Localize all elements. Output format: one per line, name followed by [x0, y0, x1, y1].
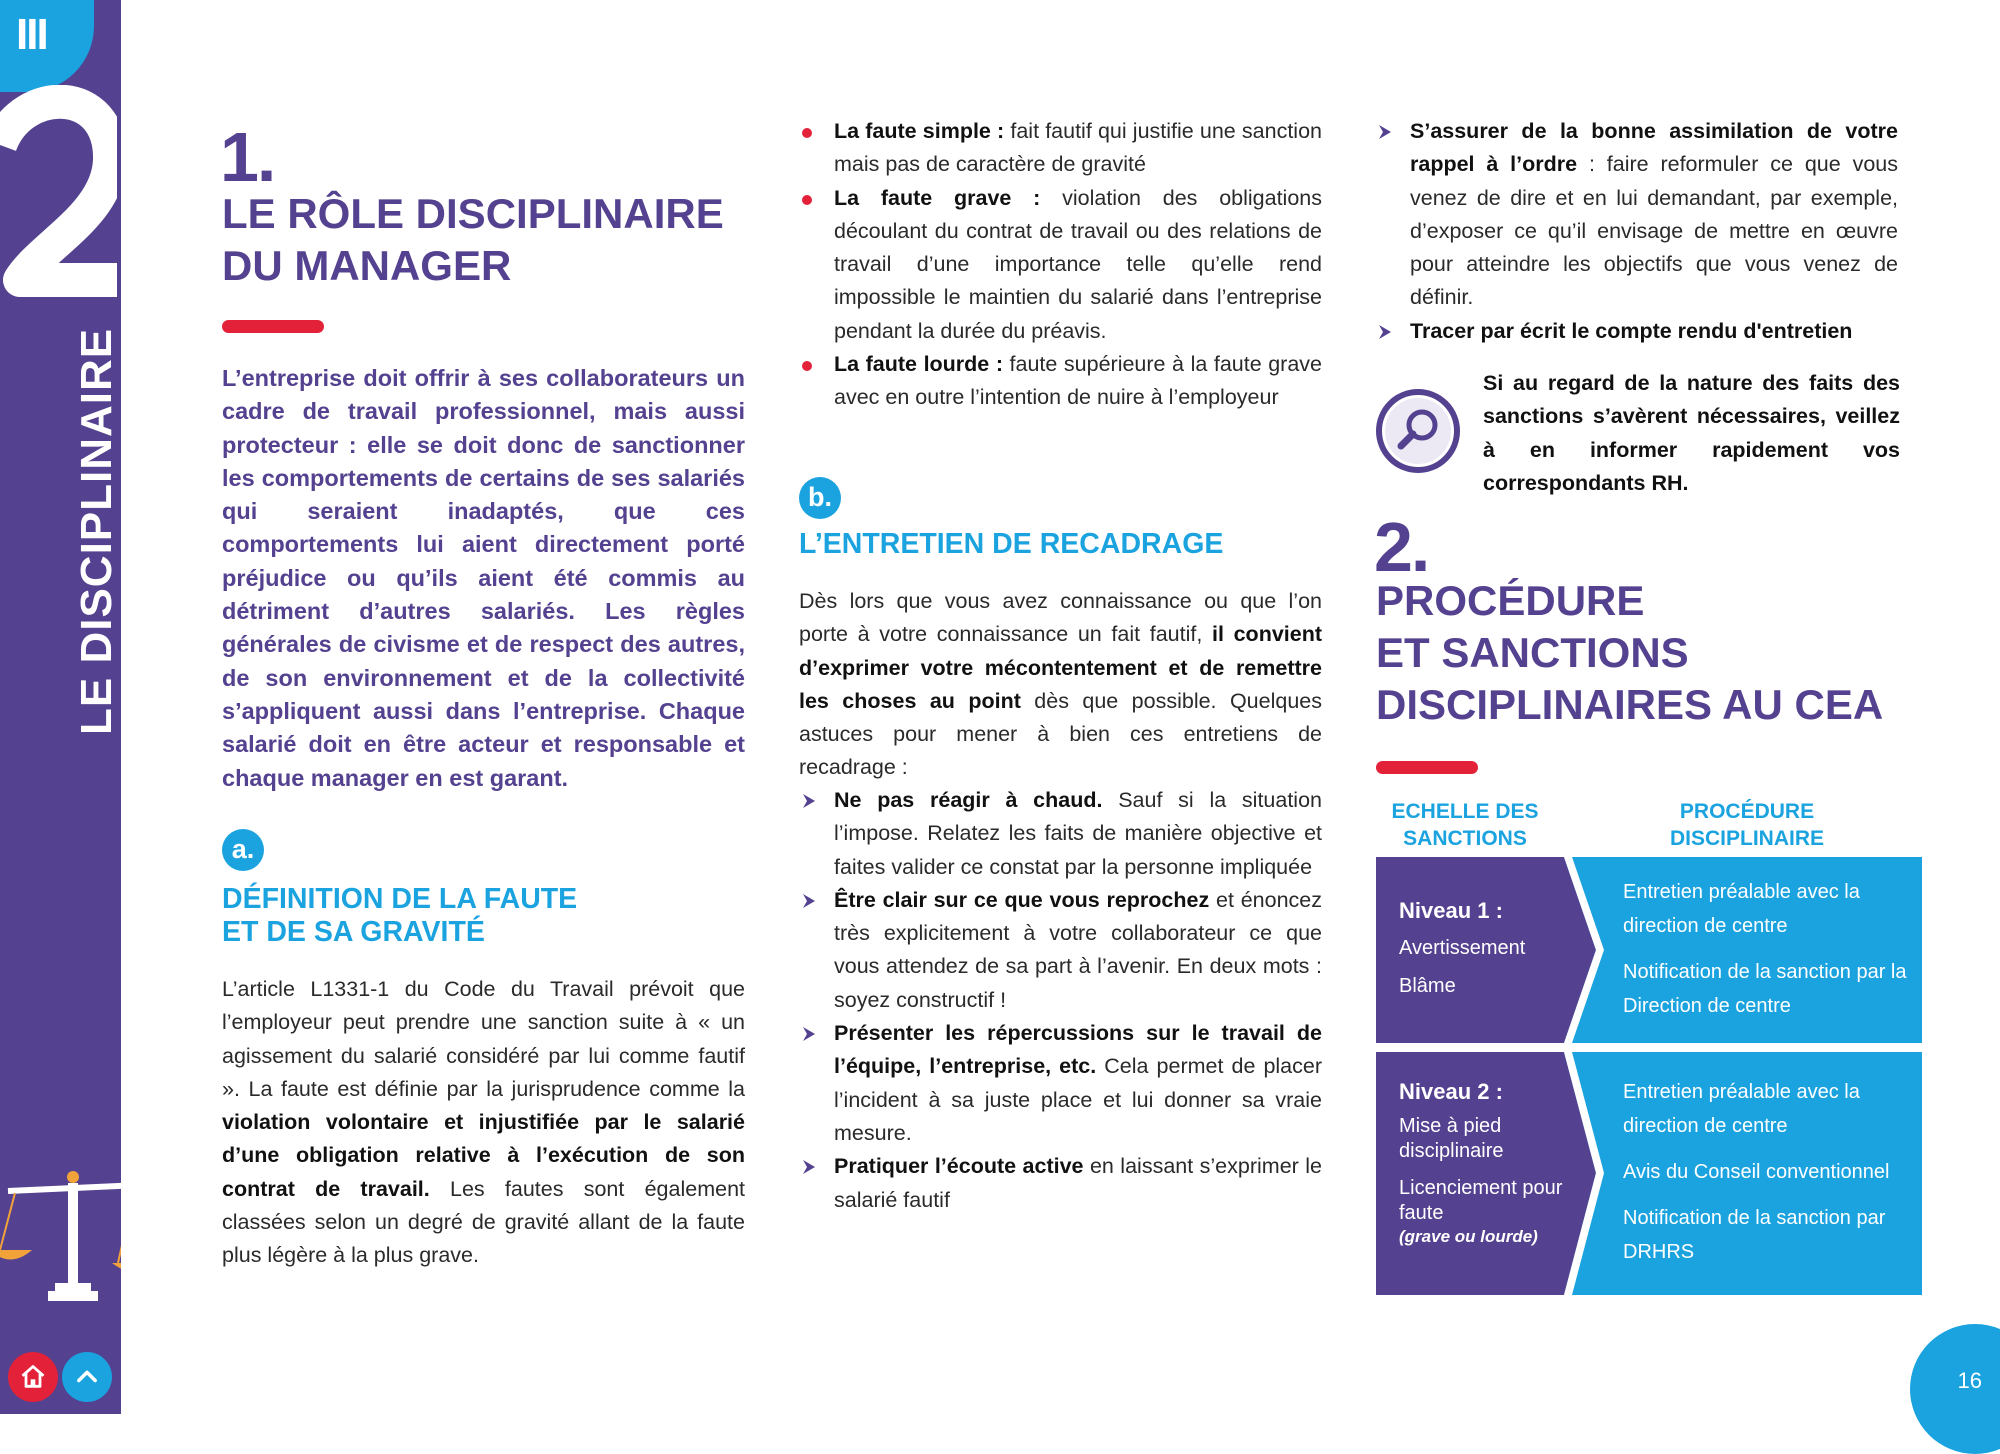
list-item: Pratiquer l’écoute active en laissant s’exprimer le salarié fautif: [800, 1150, 1322, 1217]
section-2-number: 2.: [1374, 508, 1429, 586]
level-1-title: Niveau 1 :: [1399, 898, 1503, 923]
chapter-title: LE DISCIPLINAIRE: [72, 327, 121, 735]
hr-callout: Si au regard de la nature des faits des sanctions s’avèrent nécessaires, veillez à en informer rapidement vos correspondants RH.: [1483, 371, 1900, 495]
list-item: La faute simple : fait fautif qui justifie une sanction mais pas de caractère de gravité: [800, 115, 1322, 182]
part-tab: [0, 0, 94, 92]
section-1-intro: L’entreprise doit offrir à ses collaborateurs un cadre de travail professionnel, mais aussi protecteur : elle se doit donc de sanctionner les comportements de certains de ses salariés qui seraient inadaptés, que ces comportements lui aient directement porté préjudice ou qu’ils aient été commis au détriment d’autres salariés. Les règles générales de civisme et de respect des autres, de son environnement et de la collectivité s’appliquent aussi dans l’entreprise. Chaque salarié doit en être acteur et responsable et chaque manager en est garant.: [222, 365, 745, 791]
level-2-sanctions: Niveau 2 : Mise à pied disciplinaire Licenciement pour faute (grave ou lourde): [1399, 1079, 1563, 1246]
list-item: La faute lourde : faute supérieure à la faute grave avec en outre l’intention de nuire à l’employeur: [800, 348, 1322, 415]
subsection-a-title: DÉFINITION DE LA FAUTE ET DE SA GRAVITÉ: [222, 883, 578, 948]
page-number: 16: [1957, 1368, 1982, 1393]
section-1-number: 1.: [220, 118, 275, 196]
level-2-title: Niveau 2 :: [1399, 1079, 1503, 1104]
recadrage-tips-list: [800, 784, 1322, 1217]
subsection-b-intro: Dès lors que vous avez connaissance ou que l’on porte à votre connaissance un fait fautif, il convient d’exprimer votre mécontentement et de remettre les choses au point dès que possible. Quelques astuces pour mener à bien ces entretiens de recadrage :: [799, 589, 1323, 780]
chevron-right-icon: [800, 1025, 818, 1043]
section-1-title: LE RÔLE DISCIPLINAIRE DU MANAGER: [222, 190, 724, 289]
list-item: Ne pas réagir à chaud. Sauf si la situation l’impose. Relatez les faits de manière objective et faites valider ce constat par la personne impliquée: [800, 784, 1322, 884]
home-icon: [19, 1363, 47, 1391]
chevron-right-icon: [1376, 123, 1394, 141]
home-button[interactable]: [8, 1352, 58, 1402]
chevron-right-icon: [1376, 323, 1394, 341]
procedure-header: PROCÉDURE DISCIPLINAIRE: [1669, 800, 1824, 850]
section-2-divider: [1376, 761, 1478, 774]
magnifier-icon: [1375, 388, 1461, 474]
page-number-badge: [1910, 1324, 2000, 1454]
chevron-right-icon: [800, 792, 818, 810]
list-item: S’assurer de la bonne assimilation de votre rappel à l’ordre : faire reformuler ce que vous venez de dire et en lui demandant, par exemple, d’exposer ce qu’il envisage de mettre en œuvre pour atteindre les objectifs que vous venez de définir.: [1376, 115, 1898, 315]
list-item: La faute grave : violation des obligations découlant du contrat de travail ou des relations de travail d’une importance telle qu’elle rend impossible le maintien du salarié dans l’entreprise pendant la durée du préavis.: [800, 182, 1322, 348]
level-1-procedure: Entretien préalable avec la direction de centre Notification de la sanction par la Direction de centre: [1623, 881, 1907, 1017]
level-2-procedure: Entretien préalable avec la direction de centre Avis du Conseil conventionnel Notification de la sanction par DRHRS: [1623, 1081, 1890, 1263]
subsection-a-badge: a.: [222, 829, 264, 871]
chapter-number-graphic: [0, 85, 117, 315]
sanctions-scale-header: ECHELLE DES SANCTIONS: [1391, 800, 1539, 850]
subsection-b-title: L’ENTRETIEN DE RECADRAGE: [799, 528, 1224, 560]
subsection-b-badge: b.: [799, 477, 841, 519]
chapter-sidebar: [0, 0, 121, 1414]
chevron-right-icon: [800, 1158, 818, 1176]
level-1-sanctions: Niveau 1 : Avertissement Blâme: [1399, 898, 1579, 999]
chevron-up-icon: [73, 1363, 101, 1391]
scroll-up-button[interactable]: [62, 1352, 112, 1402]
subsection-a-text: L’article L1331-1 du Code du Travail prévoit que l’employeur peut prendre une sanction suite à « un agissement du salarié considéré par lui comme fautif ». La faute est définie par la jurisprudence comme la violation volontaire et injustifiée par le salarié d’une obligation relative à l’exécution de son contrat de travail. Les fautes sont également classées selon un degré de gravité allant de la faute plus légère à la plus grave.: [222, 977, 745, 1268]
list-item: Être clair sur ce que vous reprochez et énoncez très explicitement à votre collaborateur ce que vous attendez de sa part à l’avenir. En deux mots : soyez constructif !: [800, 884, 1322, 1017]
recadrage-tips-continued: [1376, 115, 1898, 348]
list-item: Tracer par écrit le compte rendu d'entretien: [1376, 315, 1898, 348]
scales-of-justice-icon: [0, 1165, 121, 1315]
chevron-right-icon: [800, 892, 818, 910]
list-item: Présenter les répercussions sur le travail de l’équipe, l’entreprise, etc. Cela permet de placer l’incident à sa juste place et lui donner sa vraie mesure.: [800, 1017, 1322, 1150]
fault-types-list: [800, 115, 1322, 415]
part-numeral: III: [16, 10, 47, 59]
section-1-divider: [222, 320, 324, 333]
section-2-title: PROCÉDURE ET SANCTIONS DISCIPLINAIRES AU CEA: [1376, 577, 1884, 728]
